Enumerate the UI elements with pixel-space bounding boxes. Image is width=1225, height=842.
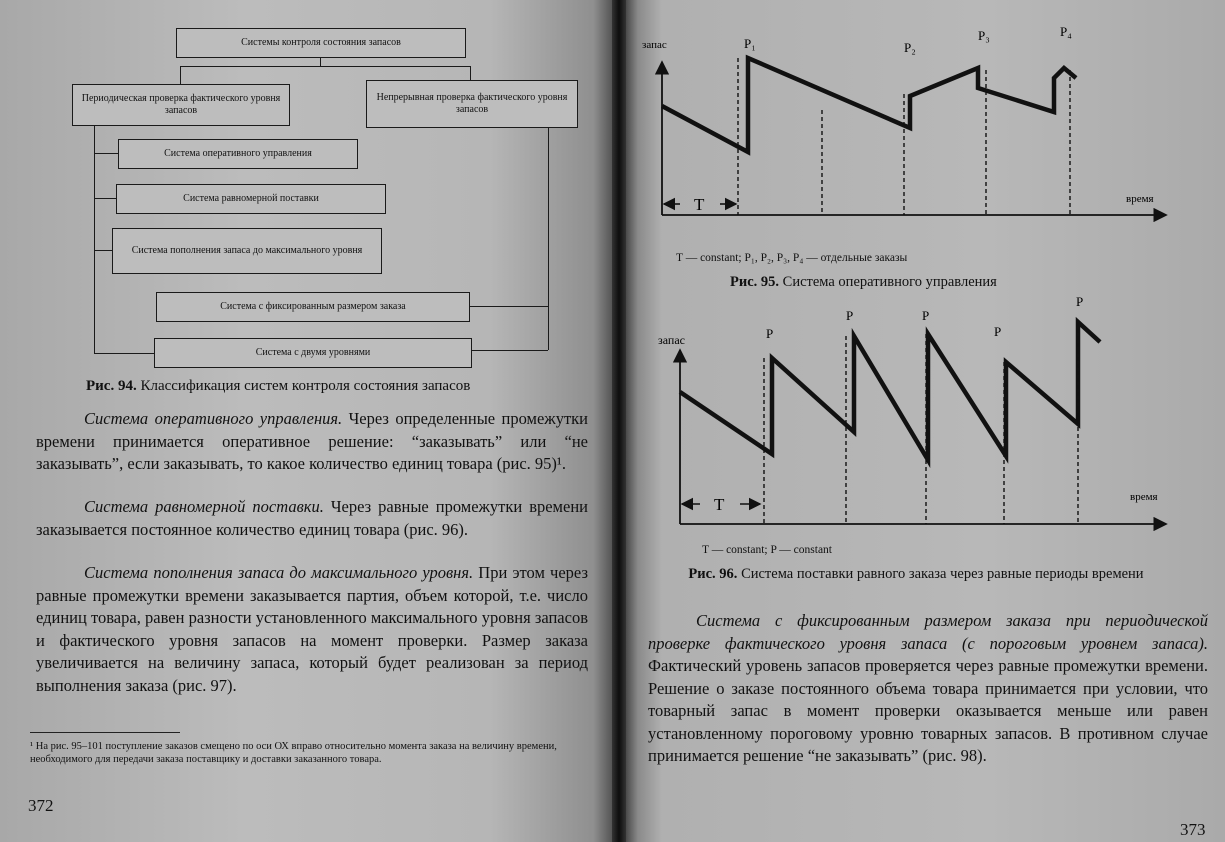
fig96-check-lines xyxy=(764,322,1078,524)
fig96-order-2: P xyxy=(846,308,854,323)
fig95-order-3: P₃ xyxy=(978,28,990,43)
figure-96-graph xyxy=(636,292,1196,542)
fig96-x-label: время xyxy=(1130,491,1158,503)
fig95-order-4: P₄ xyxy=(1060,24,1072,39)
fig96-stock-line xyxy=(680,322,1100,460)
diagram-system-4-label: Система с фиксированным размером заказа xyxy=(220,301,406,312)
fig96-y-label: запас xyxy=(658,333,685,347)
figure-95-legend: T — constant; P₁, P₂, P₃, P₄ — отдельные заказы xyxy=(676,252,908,264)
paragraph-fixed-order-title: Система с фиксированным размером заказа при периодической проверке фактического уровня запаса (с пороговым уровнем запаса). xyxy=(648,611,1208,653)
figure-96-legend: T — constant; P — constant xyxy=(702,544,833,556)
diagram-root-label: Системы контроля состояния запасов xyxy=(241,37,401,48)
paragraph-uniform-supply xyxy=(36,496,588,541)
diagram-system-2-box xyxy=(116,184,386,214)
paragraph-max-level xyxy=(36,562,588,697)
diagram-root-box xyxy=(176,28,466,58)
diagram-system-2-label: Система равномерной поставки xyxy=(183,193,319,204)
diagram-continuous-label: Непрерывная проверка фактического уровня запасов xyxy=(376,92,568,115)
footnote xyxy=(30,740,592,766)
paragraph-fixed-order-text: Фактический уровень запасов проверяется через равные промежутки времени. Решение о заказе постоянного объема товара принимается при условии, что товарный запас в момент проверки оказывается меньше или равен установленному пороговому уровню товарных запасов. В противном случае принимается решение “не заказывать” (рис. 98). xyxy=(648,656,1208,765)
figure-95-caption xyxy=(730,274,997,291)
paragraph-max-level-text: При этом через равные промежутки времени заказывается партия, объем которой, т.е. число единиц товара, равен разности установленного максимального уровня запасов и фактического уровня запасов на момент проверки. Размер заказа увеличивается на величину запаса, который будет реализован за период выполнения заказа (рис. 97). xyxy=(36,563,588,695)
figure-96-text: Система поставки равного заказа через равные периоды времени xyxy=(737,566,1144,582)
diagram-system-4-box xyxy=(156,292,470,322)
figure-96-caption xyxy=(686,566,1146,583)
fig95-y-label: запас xyxy=(642,39,667,51)
figure-96-label: Рис. 96. xyxy=(688,566,738,582)
paragraph-uniform-text: Через равные промежутки времени заказывается постоянное количество единиц товара (рис. 96). xyxy=(36,497,588,539)
footnote-text: ¹ На рис. 95–101 поступление заказов смещено по оси ОХ вправо относительно момента заказа на величину времени, необходимого для передачи заказа поставщику и доставки заказанного товара. xyxy=(30,741,557,765)
fig95-x-label: время xyxy=(1126,193,1154,205)
fig95-period-label: T xyxy=(694,195,705,214)
paragraph-max-level-title: Система пополнения запаса до максимального уровня. xyxy=(84,563,474,582)
fig96-order-1: P xyxy=(766,326,774,341)
paragraph-operational-text: Через определенные промежутки времени принимается оперативное решение: “заказывать” или “не заказывать”, если заказывать, то какое количество единиц товара (рис. 95)¹. xyxy=(36,409,588,473)
fig96-order-4: P xyxy=(994,324,1002,339)
paragraph-operational xyxy=(36,408,588,476)
diagram-system-1-box xyxy=(118,139,358,169)
fig95-order-1: P₁ xyxy=(744,36,756,51)
fig95-check-lines xyxy=(738,58,1070,215)
book-gutter xyxy=(612,0,626,842)
diagram-periodic-box xyxy=(72,84,290,126)
fig95-stock-line xyxy=(662,58,1076,152)
figure-95-text: Система оперативного управления xyxy=(779,274,997,290)
diagram-system-3-box xyxy=(112,228,382,274)
left-page xyxy=(0,0,612,842)
footnote-divider xyxy=(30,732,180,733)
figure-95-graph xyxy=(636,10,1196,250)
fig96-order-3: P xyxy=(922,308,930,323)
figure-95-label: Рис. 95. xyxy=(730,274,780,290)
page-number-right: 373 xyxy=(1180,820,1206,839)
diagram-system-5-label: Система с двумя уровнями xyxy=(255,347,371,358)
figure-94-caption xyxy=(86,378,470,395)
paragraph-uniform-title: Система равномерной поставки. xyxy=(84,497,324,516)
diagram-periodic-label: Периодическая проверка фактического уровня запасов xyxy=(81,93,281,116)
diagram-system-5-box xyxy=(154,338,472,368)
fig95-order-2: P₂ xyxy=(904,40,916,55)
diagram-continuous-box xyxy=(366,80,578,128)
paragraph-operational-title: Система оперативного управления. xyxy=(84,409,343,428)
figure-94-text: Классификация систем контроля состояния запасов xyxy=(136,378,471,394)
figure-94-label: Рис. 94. xyxy=(86,378,137,394)
fig96-period-label: T xyxy=(714,495,725,514)
page-number-left: 372 xyxy=(28,796,54,815)
paragraph-fixed-order xyxy=(648,610,1208,768)
right-page xyxy=(626,0,1225,842)
fig96-order-5: P xyxy=(1076,294,1084,309)
diagram-system-3-label: Система пополнения запаса до максимального уровня xyxy=(131,245,363,256)
diagram-system-1-label: Система оперативного управления xyxy=(164,148,312,159)
